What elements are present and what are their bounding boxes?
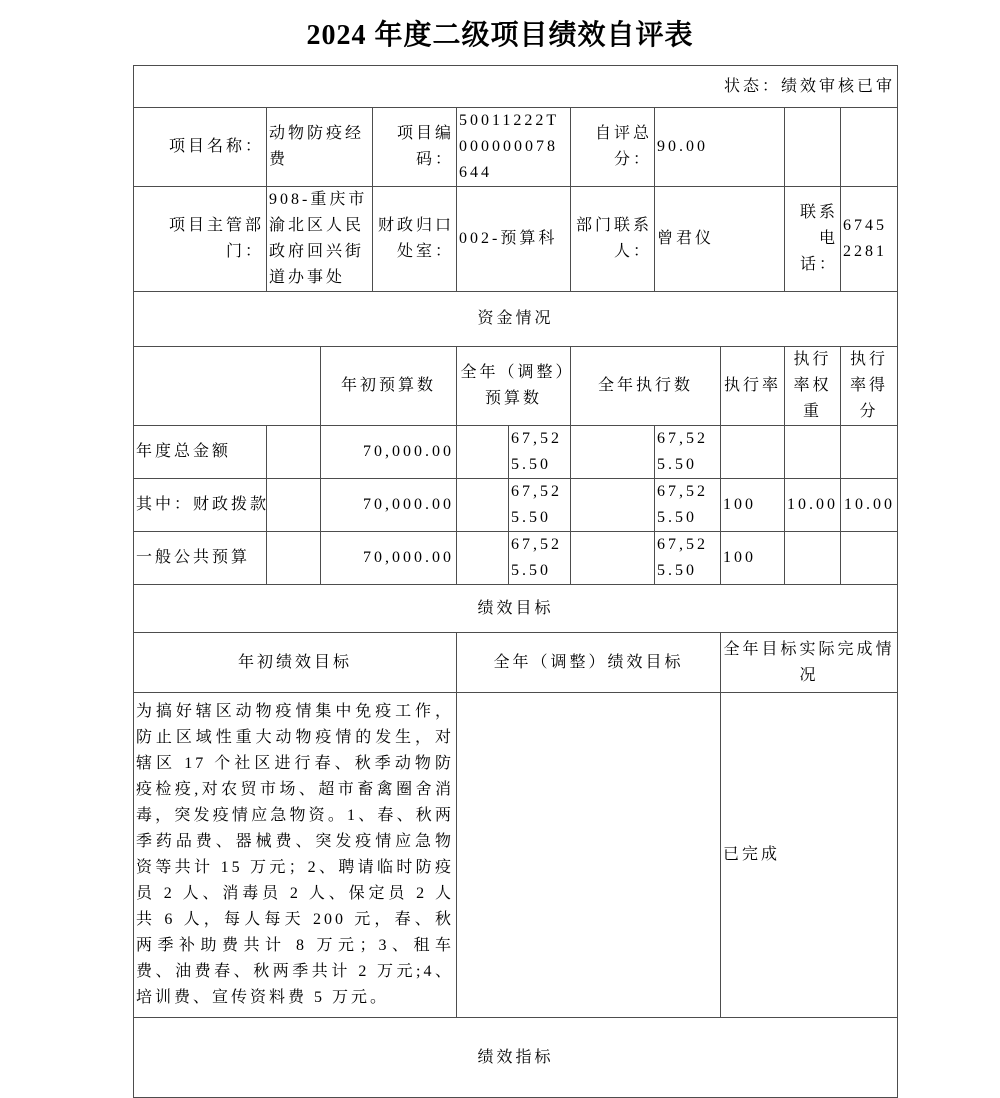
rate-score-value: 10.00: [841, 479, 898, 532]
funds-row-public-budget: [134, 532, 898, 585]
rate-value: 100: [721, 479, 785, 532]
self-score-value: 90.00: [655, 108, 785, 187]
executed-amount: 67,525.50: [655, 426, 721, 479]
empty-cell: [571, 532, 655, 585]
initial-budget: 70,000.00: [321, 532, 457, 585]
funds-row-fiscal: [134, 479, 898, 532]
executed-amount: 67,525.50: [655, 532, 721, 585]
empty-header-cell: [134, 347, 321, 426]
self-score-label: 自评总分：: [571, 108, 655, 187]
header-rate: 执行率: [721, 347, 785, 426]
project-code-label: 项目编码：: [373, 108, 457, 187]
phone-label: 联系电话：: [785, 187, 841, 292]
goals-content-row: [134, 693, 898, 1018]
contact-label: 部门联系人：: [571, 187, 655, 292]
empty-cell: [571, 426, 655, 479]
initial-budget: 70,000.00: [321, 426, 457, 479]
adjusted-budget: 67,525.50: [509, 532, 571, 585]
indicators-section-title: 绩效指标: [134, 1018, 898, 1098]
executed-amount: 67,525.50: [655, 479, 721, 532]
empty-cell: [457, 479, 509, 532]
rate-weight-value: [785, 532, 841, 585]
project-info-row-1: [134, 108, 898, 187]
office-value: 002-预算科: [457, 187, 571, 292]
header-initial-budget: 年初预算数: [321, 347, 457, 426]
empty-cell: [571, 479, 655, 532]
goals-section-title: 绩效目标: [134, 585, 898, 633]
adjusted-goal-text: [457, 693, 721, 1018]
header-rate-score: 执行率得分: [841, 347, 898, 426]
rate-weight-value: [785, 426, 841, 479]
header-initial-goal: 年初绩效目标: [134, 633, 457, 693]
row-label: 年度总金额: [134, 426, 267, 479]
adjusted-budget: 67,525.50: [509, 426, 571, 479]
funds-header-row: [134, 347, 898, 426]
empty-cell: [267, 479, 321, 532]
status-text: 状态：绩效审核已审: [134, 66, 898, 108]
phone-value: 67452281: [841, 187, 898, 292]
row-label: 一般公共预算: [134, 532, 267, 585]
header-executed: 全年执行数: [571, 347, 721, 426]
initial-budget: 70,000.00: [321, 479, 457, 532]
header-rate-weight: 执行率权重: [785, 347, 841, 426]
completion-text: 已完成: [721, 693, 898, 1018]
rate-value: 100: [721, 532, 785, 585]
funds-section-title: 资金情况: [134, 292, 898, 347]
indicators-section-row: [134, 1018, 898, 1098]
evaluation-table: [133, 65, 898, 1098]
goals-header-row: [134, 633, 898, 693]
funds-row-total: [134, 426, 898, 479]
row-label: 其中：财政拨款: [134, 479, 267, 532]
page-title: 2024 年度二级项目绩效自评表: [306, 20, 694, 51]
empty-cell: [267, 532, 321, 585]
empty-cell: [785, 108, 841, 187]
contact-value: 曾君仪: [655, 187, 785, 292]
project-info-row-2: [134, 187, 898, 292]
funds-section-row: [134, 292, 898, 347]
rate-weight-value: 10.00: [785, 479, 841, 532]
header-adjusted-budget: 全年（调整）预算数: [457, 347, 571, 426]
empty-cell: [841, 108, 898, 187]
office-label: 财政归口处室：: [373, 187, 457, 292]
project-name-label: 项目名称：: [134, 108, 267, 187]
adjusted-budget: 67,525.50: [509, 479, 571, 532]
header-adjusted-goal: 全年（调整）绩效目标: [457, 633, 721, 693]
initial-goal-text: 为搞好辖区动物疫情集中免疫工作，防止区域性重大动物疫情的发生，对辖区 17 个社区进行春、秋季动物防疫检疫,对农贸市场、超市畜禽圈舍消毒，突发疫情应急物资。1、春、秋两季药品费、器械费、突发疫情应急物资等共计 15 万元；2、聘请临时防疫员 2 人、消毒员 2 人、保定员 2 人共 6 人，每人每天 200 元，春、秋两季补助费共计 8 万元；3、租车费、油费春、秋两季共计 2 万元;4、培训费、宣传资料费 5 万元。: [134, 693, 457, 1018]
empty-cell: [457, 532, 509, 585]
empty-cell: [267, 426, 321, 479]
project-name-value: 动物防疫经费: [267, 108, 373, 187]
goals-section-row: [134, 585, 898, 633]
rate-score-value: [841, 532, 898, 585]
project-code-value: 50011222T000000078644: [457, 108, 571, 187]
dept-label: 项目主管部门：: [134, 187, 267, 292]
document-page: [0, 13, 1000, 1066]
empty-cell: [457, 426, 509, 479]
rate-score-value: [841, 426, 898, 479]
rate-value: [721, 426, 785, 479]
dept-value: 908-重庆市渝北区人民政府回兴街道办事处: [267, 187, 373, 292]
status-row: [134, 66, 898, 108]
header-goal-completion: 全年目标实际完成情况: [721, 633, 898, 693]
